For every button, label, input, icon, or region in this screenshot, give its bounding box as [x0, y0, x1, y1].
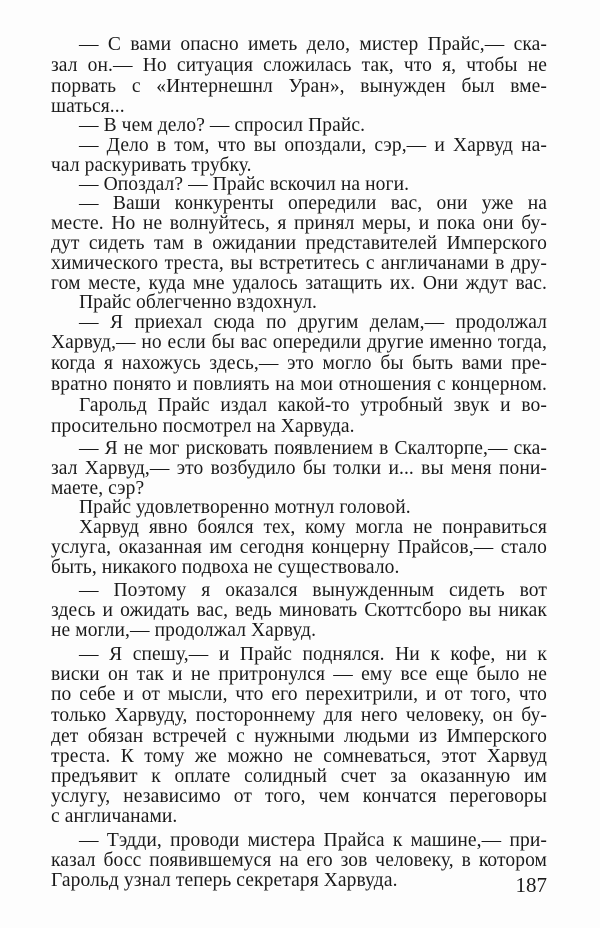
text-line: маете, сэр? — [51, 478, 145, 499]
text-line: виски он так и не притронулся — ему все еще было не — [51, 664, 547, 685]
text-line: Прайс облегченно вздохнул. — [79, 292, 318, 313]
text-line: когда я нахожусь здесь,— это могло бы быть вами пре- — [51, 353, 547, 374]
text-line: Прайс удовлетворенно мотнул головой. — [79, 497, 411, 518]
text-line: только Харвуду, постороннему для него человеку, он бу- — [51, 705, 547, 726]
text-line: дет обязан встречей с нужными людьми из Имперского — [51, 726, 547, 747]
text-line: не могли,— продолжал Харвуд. — [51, 620, 317, 641]
text-line: вратно понято и повлиять на мои отношения с концерном. — [51, 374, 547, 395]
text-line: зал Харвуд,— это возбудило бы толки и... вы меня пони- — [51, 458, 547, 479]
text-line: здесь и ожидать вас, ведь миновать Скоттсборо вы никак — [51, 600, 547, 621]
text-line: Харвуд,— но если бы вас опередили другие именно тогда, — [51, 332, 547, 353]
text-line: — Я не мог рисковать появлением в Скалторпе,— ска- — [79, 438, 547, 459]
text-line: предъявит к оплате солидный счет за оказанную им — [51, 766, 547, 787]
text-line: — Я приехал сюда по другим делам,— продолжал — [79, 312, 547, 333]
text-line: месте. Но не волнуйтесь, я принял меры, и пока они бу- — [51, 213, 547, 234]
text-line: чал раскуривать трубку. — [51, 155, 252, 176]
text-line: по себе и от мысли, что его перехитрили, и от того, что — [51, 684, 547, 705]
text-line: казал босс появившемуся на его зов человеку, в котором — [51, 850, 547, 871]
text-line: быть, никакого подвоха не существовало. — [51, 557, 400, 578]
text-line: — Ваши конкуренты опередили вас, они уже на — [79, 193, 547, 214]
text-line: дут сидеть там в ожидании представителей Имперского — [51, 233, 547, 254]
text-line: — Я спешу,— и Прайс поднялся. Ни к кофе, ни к — [79, 644, 547, 665]
text-line: Харвуд явно боялся тех, кому могла не понравиться — [79, 517, 547, 538]
page-number: 187 — [515, 873, 547, 897]
text-line: шаться... — [51, 96, 125, 117]
text-line: треста. К тому же можно не сомневаться, этот Харвуд — [51, 746, 547, 767]
text-line: — С вами опасно иметь дело, мистер Прайс,— ска- — [79, 34, 547, 55]
text-line: просительно посмотрел на Харвуда. — [51, 416, 355, 437]
text-line: гом месте, куда мне удалось затащить их. Они ждут вас. — [51, 273, 547, 294]
text-line: — Опоздал? — Прайс вскочил на ноги. — [79, 174, 410, 195]
text-line: — В чем дело? — спросил Прайс. — [79, 115, 366, 136]
text-line: — Поэтому я оказался вынужденным сидеть вот — [79, 580, 547, 601]
text-line: химического треста, вы встретитесь с англичанами в дру- — [51, 253, 547, 274]
text-line: с англичанами. — [51, 806, 178, 827]
text-line: Гарольд Прайс издал какой-то утробный звук и во- — [79, 395, 547, 416]
text-line: услугу, независимо от того, чем кончатся переговоры — [51, 786, 547, 807]
text-line: — Тэдди, проводи мистера Прайса к машине,— при- — [79, 830, 547, 851]
text-line: Гарольд узнал теперь секретаря Харвуда. — [51, 870, 398, 891]
text-line: порвать с «Интернешнл Уран», вынужден был вме- — [51, 76, 547, 97]
text-line: услуга, оказанная им сегодня концерну Прайсов,— стало — [51, 537, 547, 558]
text-line: — Дело в том, что вы опоздали, сэр,— и Харвуд на- — [79, 135, 547, 156]
text-line: зал он.— Но ситуация сложилась так, что я, чтобы не — [51, 55, 547, 76]
